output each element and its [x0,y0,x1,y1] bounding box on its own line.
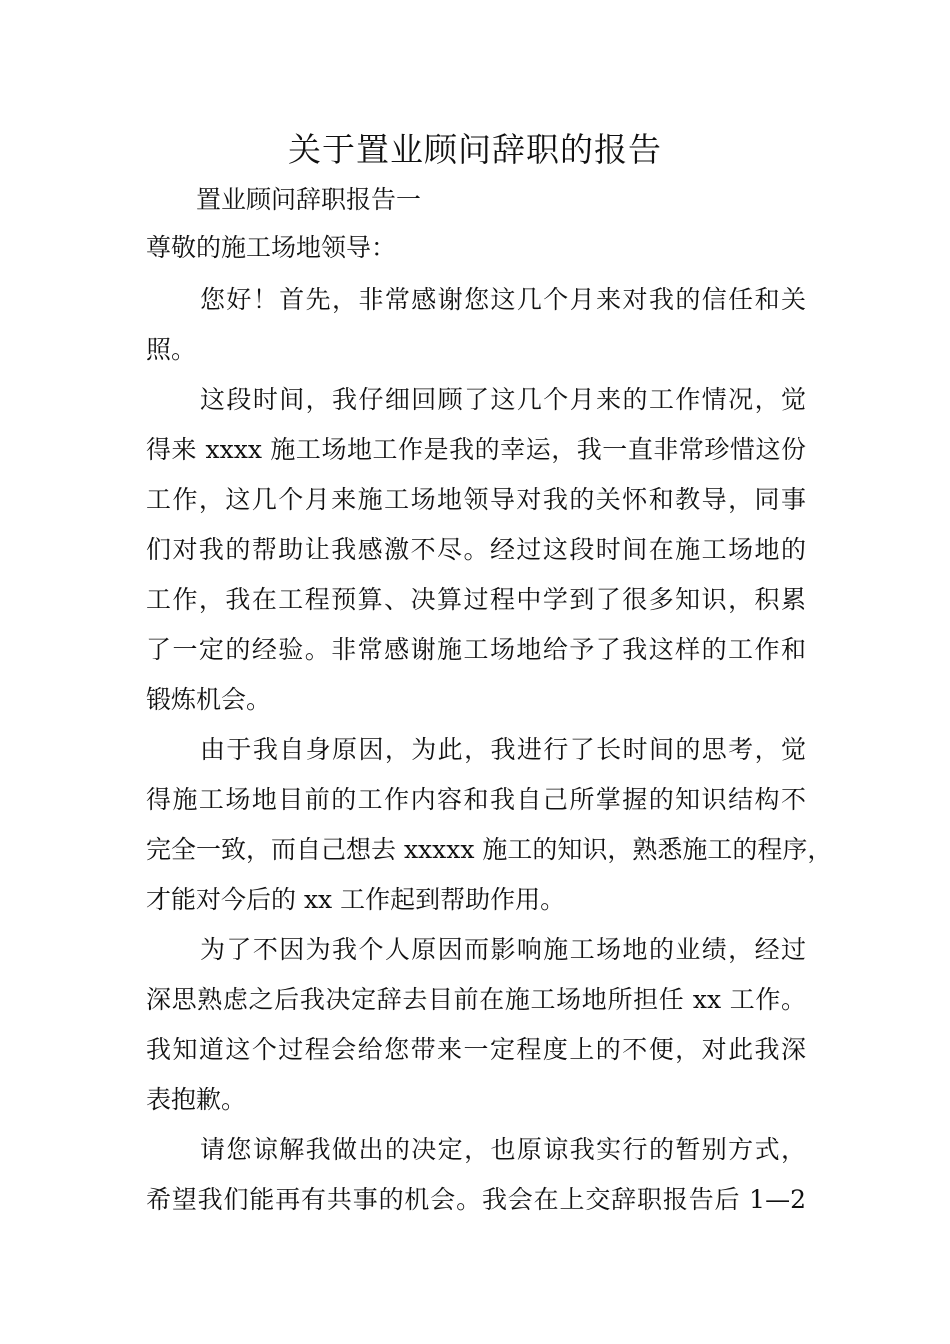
paragraph-line: 我知道这个过程会给您带来一定程度上的不便，对此我深 [146,1035,806,1064]
paragraph-line: 得来 xxxx 施工场地工作是我的幸运，我一直非常珍惜这份 [146,435,806,464]
paragraph-line: 为了不因为我个人原因而影响施工场地的业绩，经过 [200,935,806,964]
paragraph-line: 表抱歉。 [146,1085,247,1114]
paragraph-line: 照。 [146,335,197,364]
document-title: 关于置业顾问辞职的报告 [288,130,662,169]
paragraph-line: 完全一致，而自己想去 xxxxx 施工的知识，熟悉施工的程序， [146,835,833,864]
paragraph-line: 由于我自身原因，为此，我进行了长时间的思考，觉 [200,735,806,764]
paragraph-line: 希望我们能再有共事的机会。我会在上交辞职报告后 1—2 [146,1185,806,1214]
paragraph-line: 们对我的帮助让我感激不尽。经过这段时间在施工场地的 [146,535,806,564]
paragraph-line: 工作，我在工程预算、决算过程中学到了很多知识，积累 [146,585,806,614]
paragraph-line: 工作，这几个月来施工场地领导对我的关怀和教导，同事 [146,485,806,514]
paragraph-line: 了一定的经验。非常感谢施工场地给予了我这样的工作和 [146,635,806,664]
paragraph-line: 这段时间，我仔细回顾了这几个月来的工作情况，觉 [200,385,806,414]
document-subtitle: 置业顾问辞职报告一 [196,185,422,214]
paragraph-line: 得施工场地目前的工作内容和我自己所掌握的知识结构不 [146,785,806,814]
paragraph-line: 锻炼机会。 [146,685,272,714]
paragraph-line: 深思熟虑之后我决定辞去目前在施工场地所担任 xx 工作。 [146,985,806,1014]
salutation: 尊敬的施工场地领导： [146,233,397,262]
paragraph-line: 您好！首先，非常感谢您这几个月来对我的信任和关 [200,285,806,314]
paragraph-line: 才能对今后的 xx 工作起到帮助作用。 [146,885,566,914]
paragraph-line: 请您谅解我做出的决定，也原谅我实行的暂别方式， [200,1135,806,1164]
